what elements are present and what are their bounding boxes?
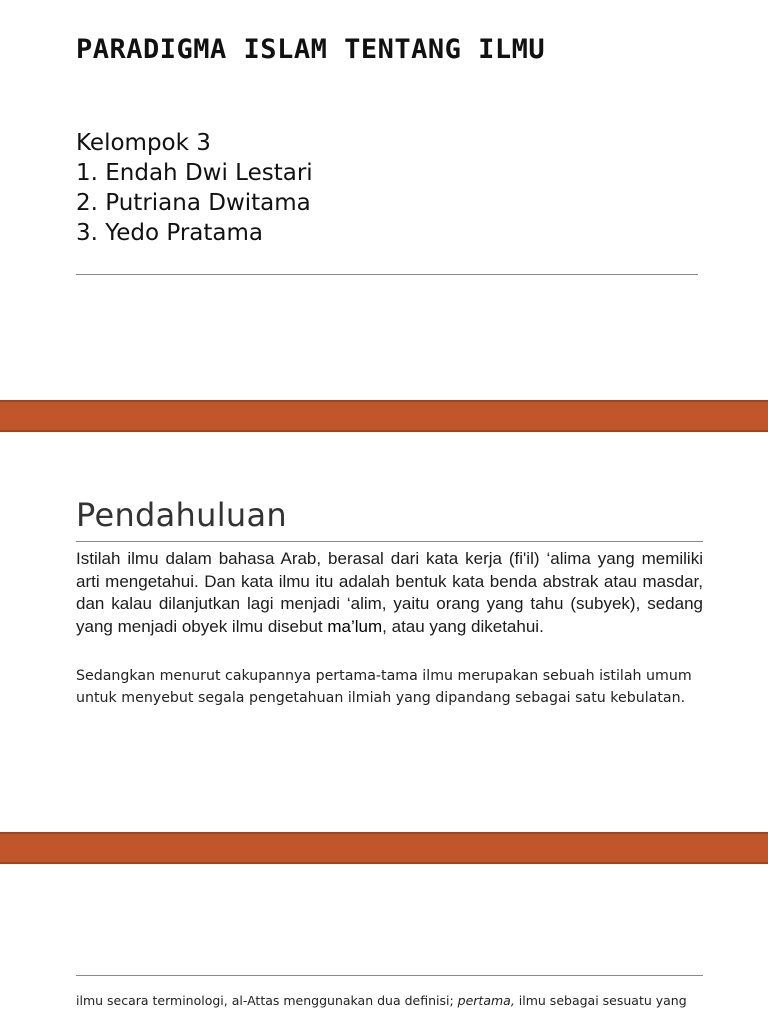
member-item: 1. Endah Dwi Lestari	[76, 160, 313, 186]
member-item: 2. Putriana Dwitama	[76, 190, 311, 216]
scope-paragraph: Sedangkan menurut cakupannya pertama-tama ilmu merupakan sebuah istilah umum untuk menyebut segala pengetahuan ilmiah yang dipandang sebagai satu kebulatan.	[76, 668, 692, 706]
slide-separator-band	[0, 832, 768, 864]
intro-text-end: , atau yang diketahui.	[382, 616, 544, 636]
definition-paragraph	[76, 990, 703, 1012]
definition-term: pertama,	[457, 993, 515, 1008]
intro-paragraph	[76, 548, 703, 638]
definition-text-end: ilmu sebagai sesuatu yang	[514, 993, 687, 1008]
group-members-list	[76, 128, 313, 248]
section-divider	[76, 975, 703, 976]
section-title: Pendahuluan	[76, 496, 287, 534]
definition-text: ilmu secara terminologi, al-Attas menggunakan dua definisi;	[76, 993, 458, 1008]
member-item: 3. Yedo Pratama	[76, 220, 264, 246]
intro-text: Istilah ilmu dalam bahasa Arab, berasal dari kata kerja (fi'il) ‘alima yang memiliki arti mengetahui. Dan kata ilmu itu adalah bentuk kata benda abstrak atau masdar, dan kalau dilanjutkan lagi menjadi ‘alim, yaitu orang yang tahu (subyek), sedang yang menjadi obyek ilmu disebut	[76, 549, 703, 636]
slide-title: PARADIGMA ISLAM TENTANG ILMU	[76, 34, 546, 65]
section-divider	[76, 541, 703, 542]
slide-separator-band	[0, 400, 768, 432]
title-divider	[76, 274, 698, 275]
group-label: Kelompok 3	[76, 130, 211, 156]
slide-1	[0, 0, 768, 400]
intro-term: ma’lum	[327, 616, 383, 636]
